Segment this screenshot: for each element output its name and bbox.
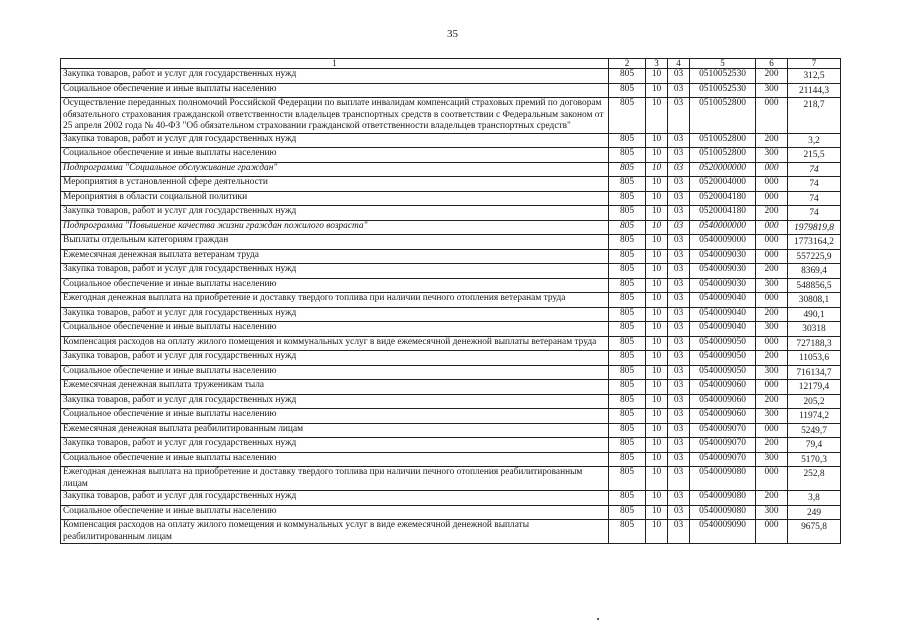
row-code-ministry: 805 — [609, 177, 646, 192]
row-code-ministry: 805 — [609, 307, 646, 322]
table-row — [61, 409, 841, 424]
row-amount: 205,2 — [788, 394, 841, 409]
row-code-section: 10 — [646, 191, 668, 206]
table-row — [61, 191, 841, 206]
table-row — [61, 148, 841, 163]
row-code-target: 0540009080 — [690, 505, 756, 520]
row-amount: 11974,2 — [788, 409, 841, 424]
row-code-target: 0540009090 — [690, 520, 756, 544]
row-name: Ежегодная денежная выплата на приобретение и доставку твердого топлива при наличии печного отопления реабилитированным лицам — [61, 467, 609, 491]
row-code-expense-type: 300 — [756, 83, 788, 98]
row-code-ministry: 805 — [609, 264, 646, 279]
row-code-subsection: 03 — [668, 336, 690, 351]
row-name: Закупка товаров, работ и услуг для государственных нужд — [61, 69, 609, 84]
row-name: Компенсация расходов на оплату жилого помещения и коммунальных услуг в виде ежемесячной денежной выплаты ветеранам труда — [61, 336, 609, 351]
column-header-3: 3 — [646, 59, 668, 69]
row-code-ministry: 805 — [609, 235, 646, 250]
row-amount: 30808,1 — [788, 293, 841, 308]
row-code-target: 0510052530 — [690, 83, 756, 98]
row-code-expense-type: 000 — [756, 249, 788, 264]
row-code-subsection: 03 — [668, 505, 690, 520]
table-row — [61, 452, 841, 467]
budget-table-body — [61, 59, 841, 544]
row-name: Социальное обеспечение и иные выплаты населению — [61, 278, 609, 293]
row-code-section: 10 — [646, 409, 668, 424]
row-name: Социальное обеспечение и иные выплаты населению — [61, 409, 609, 424]
row-code-section: 10 — [646, 133, 668, 148]
row-code-section: 10 — [646, 351, 668, 366]
row-code-section: 10 — [646, 162, 668, 177]
row-amount: 12179,4 — [788, 380, 841, 395]
row-code-subsection: 03 — [668, 380, 690, 395]
row-code-section: 10 — [646, 235, 668, 250]
row-code-section: 10 — [646, 380, 668, 395]
row-amount: 215,5 — [788, 148, 841, 163]
column-header-5: 5 — [690, 59, 756, 69]
row-code-section: 10 — [646, 83, 668, 98]
table-row — [61, 83, 841, 98]
row-code-target: 0540009070 — [690, 438, 756, 453]
row-code-section: 10 — [646, 98, 668, 134]
row-amount: 11053,6 — [788, 351, 841, 366]
row-amount: 312,5 — [788, 69, 841, 84]
row-code-expense-type: 200 — [756, 438, 788, 453]
row-code-target: 0540009080 — [690, 467, 756, 491]
row-code-expense-type: 000 — [756, 177, 788, 192]
row-code-expense-type: 300 — [756, 505, 788, 520]
row-code-target: 0510052800 — [690, 133, 756, 148]
row-name: Социальное обеспечение и иные выплаты населению — [61, 365, 609, 380]
table-row — [61, 520, 841, 544]
row-code-expense-type: 000 — [756, 162, 788, 177]
row-code-ministry: 805 — [609, 351, 646, 366]
row-name: Закупка товаров, работ и услуг для государственных нужд — [61, 491, 609, 506]
row-code-ministry: 805 — [609, 206, 646, 221]
row-amount: 3,8 — [788, 491, 841, 506]
row-code-subsection: 03 — [668, 162, 690, 177]
row-code-subsection: 03 — [668, 83, 690, 98]
row-code-subsection: 03 — [668, 177, 690, 192]
row-code-target: 0540009070 — [690, 423, 756, 438]
row-name: Закупка товаров, работ и услуг для государственных нужд — [61, 351, 609, 366]
table-row — [61, 380, 841, 395]
row-code-ministry: 805 — [609, 278, 646, 293]
row-amount: 5170,3 — [788, 452, 841, 467]
row-code-section: 10 — [646, 69, 668, 84]
row-code-expense-type: 300 — [756, 365, 788, 380]
row-code-target: 0540009050 — [690, 351, 756, 366]
row-amount: 79,4 — [788, 438, 841, 453]
row-code-target: 0510052530 — [690, 69, 756, 84]
row-code-expense-type: 300 — [756, 322, 788, 337]
table-row — [61, 249, 841, 264]
row-code-subsection: 03 — [668, 351, 690, 366]
table-row — [61, 307, 841, 322]
row-code-section: 10 — [646, 249, 668, 264]
row-code-target: 0540009030 — [690, 264, 756, 279]
row-code-target: 0540009060 — [690, 380, 756, 395]
table-row — [61, 336, 841, 351]
table-row — [61, 423, 841, 438]
row-code-subsection: 03 — [668, 423, 690, 438]
row-code-section: 10 — [646, 278, 668, 293]
row-code-subsection: 03 — [668, 220, 690, 235]
row-code-subsection: 03 — [668, 133, 690, 148]
row-name: Ежемесячная денежная выплата реабилитированным лицам — [61, 423, 609, 438]
row-code-expense-type: 000 — [756, 235, 788, 250]
row-code-ministry: 805 — [609, 380, 646, 395]
row-code-ministry: 805 — [609, 293, 646, 308]
row-amount: 249 — [788, 505, 841, 520]
row-name: Социальное обеспечение и иные выплаты населению — [61, 322, 609, 337]
row-amount: 74 — [788, 191, 841, 206]
row-code-expense-type: 000 — [756, 191, 788, 206]
row-code-ministry: 805 — [609, 365, 646, 380]
row-code-subsection: 03 — [668, 394, 690, 409]
table-row — [61, 351, 841, 366]
row-code-target: 0540009050 — [690, 336, 756, 351]
row-code-expense-type: 200 — [756, 491, 788, 506]
column-header-7: 7 — [788, 59, 841, 69]
row-code-subsection: 03 — [668, 249, 690, 264]
row-code-subsection: 03 — [668, 307, 690, 322]
row-code-subsection: 03 — [668, 452, 690, 467]
row-code-target: 0540009040 — [690, 322, 756, 337]
row-code-subsection: 03 — [668, 148, 690, 163]
row-code-target: 0510052800 — [690, 98, 756, 134]
row-code-target: 0540009040 — [690, 307, 756, 322]
row-code-expense-type: 000 — [756, 380, 788, 395]
row-code-target: 0520004000 — [690, 177, 756, 192]
row-amount: 490,1 — [788, 307, 841, 322]
row-code-expense-type: 000 — [756, 336, 788, 351]
row-code-target: 0540009000 — [690, 235, 756, 250]
row-code-target: 0540009040 — [690, 293, 756, 308]
table-row — [61, 98, 841, 134]
row-code-target: 0540009050 — [690, 365, 756, 380]
row-name: Закупка товаров, работ и услуг для государственных нужд — [61, 264, 609, 279]
table-row — [61, 220, 841, 235]
column-header-2: 2 — [609, 59, 646, 69]
table-row — [61, 505, 841, 520]
row-code-section: 10 — [646, 177, 668, 192]
row-amount: 548856,5 — [788, 278, 841, 293]
row-code-expense-type: 300 — [756, 452, 788, 467]
row-code-section: 10 — [646, 220, 668, 235]
row-code-ministry: 805 — [609, 220, 646, 235]
row-amount: 218,7 — [788, 98, 841, 134]
row-name: Мероприятия в области социальной политики — [61, 191, 609, 206]
table-row — [61, 365, 841, 380]
row-code-section: 10 — [646, 264, 668, 279]
row-code-expense-type: 000 — [756, 293, 788, 308]
row-code-ministry: 805 — [609, 467, 646, 491]
row-code-target: 0540009030 — [690, 249, 756, 264]
row-code-expense-type: 300 — [756, 148, 788, 163]
row-code-ministry: 805 — [609, 491, 646, 506]
row-code-section: 10 — [646, 520, 668, 544]
row-name: Ежегодная денежная выплата на приобретение и доставку твердого топлива при наличии печного отопления ветеранам труда — [61, 293, 609, 308]
row-amount: 8369,4 — [788, 264, 841, 279]
row-code-subsection: 03 — [668, 322, 690, 337]
row-code-target: 0540009060 — [690, 409, 756, 424]
row-code-target: 0540000000 — [690, 220, 756, 235]
row-code-ministry: 805 — [609, 520, 646, 544]
row-name: Социальное обеспечение и иные выплаты населению — [61, 505, 609, 520]
row-code-ministry: 805 — [609, 452, 646, 467]
row-code-target: 0540009070 — [690, 452, 756, 467]
row-code-ministry: 805 — [609, 322, 646, 337]
table-row — [61, 264, 841, 279]
row-amount: 1979819,8 — [788, 220, 841, 235]
row-code-expense-type: 200 — [756, 69, 788, 84]
table-row — [61, 162, 841, 177]
row-code-expense-type: 000 — [756, 220, 788, 235]
row-amount: 74 — [788, 177, 841, 192]
table-row — [61, 293, 841, 308]
row-code-subsection: 03 — [668, 69, 690, 84]
row-name: Мероприятия в установленной сфере деятельности — [61, 177, 609, 192]
row-code-subsection: 03 — [668, 206, 690, 221]
row-code-expense-type: 200 — [756, 206, 788, 221]
row-amount: 74 — [788, 206, 841, 221]
row-code-section: 10 — [646, 467, 668, 491]
row-code-ministry: 805 — [609, 394, 646, 409]
table-row — [61, 177, 841, 192]
table-row — [61, 394, 841, 409]
row-code-ministry: 805 — [609, 249, 646, 264]
row-name: Подпрограмма "Повышение качества жизни граждан пожилого возраста" — [61, 220, 609, 235]
row-code-section: 10 — [646, 438, 668, 453]
row-code-expense-type: 000 — [756, 520, 788, 544]
row-code-ministry: 805 — [609, 409, 646, 424]
row-name: Осуществление переданных полномочий Российской Федерации по выплате инвалидам компенсаций страховых премий по договорам обязательного страхования гражданской ответственности владельцев транспортных средств в соответствии с Федеральным законом от 25 апреля 2002 года № 40-ФЗ "Об обязательном страховании гражданской ответственности владельцев транспортных средств" — [61, 98, 609, 134]
row-code-ministry: 805 — [609, 423, 646, 438]
row-code-target: 0520004180 — [690, 191, 756, 206]
row-code-ministry: 805 — [609, 438, 646, 453]
row-amount: 21144,3 — [788, 83, 841, 98]
column-header-4: 4 — [668, 59, 690, 69]
row-code-ministry: 805 — [609, 98, 646, 134]
table-row — [61, 133, 841, 148]
page-number: 35 — [447, 28, 458, 40]
row-code-subsection: 03 — [668, 467, 690, 491]
row-code-ministry: 805 — [609, 69, 646, 84]
table-header-row — [61, 59, 841, 69]
row-amount: 30318 — [788, 322, 841, 337]
row-name: Ежемесячная денежная выплата труженикам тыла — [61, 380, 609, 395]
row-code-ministry: 805 — [609, 191, 646, 206]
row-code-section: 10 — [646, 148, 668, 163]
table-row — [61, 69, 841, 84]
row-code-expense-type: 300 — [756, 409, 788, 424]
row-code-expense-type: 200 — [756, 133, 788, 148]
row-name: Подпрограмма "Социальное обслуживание граждан" — [61, 162, 609, 177]
row-code-expense-type: 200 — [756, 264, 788, 279]
row-name: Социальное обеспечение и иные выплаты населению — [61, 148, 609, 163]
row-code-target: 0540009080 — [690, 491, 756, 506]
row-code-expense-type: 200 — [756, 394, 788, 409]
row-code-subsection: 03 — [668, 235, 690, 250]
row-name: Закупка товаров, работ и услуг для государственных нужд — [61, 394, 609, 409]
column-header-1: 1 — [61, 59, 609, 69]
row-code-ministry: 805 — [609, 148, 646, 163]
row-code-section: 10 — [646, 307, 668, 322]
row-code-subsection: 03 — [668, 491, 690, 506]
row-amount: 9675,8 — [788, 520, 841, 544]
row-name: Ежемесячная денежная выплата ветеранам труда — [61, 249, 609, 264]
row-code-expense-type: 200 — [756, 351, 788, 366]
row-code-section: 10 — [646, 336, 668, 351]
row-name: Закупка товаров, работ и услуг для государственных нужд — [61, 307, 609, 322]
row-code-ministry: 805 — [609, 505, 646, 520]
row-code-expense-type: 300 — [756, 278, 788, 293]
row-code-ministry: 805 — [609, 83, 646, 98]
row-amount: 716134,7 — [788, 365, 841, 380]
row-name: Социальное обеспечение и иные выплаты населению — [61, 83, 609, 98]
row-code-subsection: 03 — [668, 409, 690, 424]
row-code-ministry: 805 — [609, 133, 646, 148]
row-code-ministry: 805 — [609, 336, 646, 351]
table-row — [61, 467, 841, 491]
row-code-subsection: 03 — [668, 520, 690, 544]
row-code-section: 10 — [646, 293, 668, 308]
row-code-section: 10 — [646, 394, 668, 409]
scan-mark — [597, 618, 599, 620]
table-row — [61, 235, 841, 250]
row-code-subsection: 03 — [668, 191, 690, 206]
budget-table — [60, 58, 841, 544]
row-name: Закупка товаров, работ и услуг для государственных нужд — [61, 133, 609, 148]
row-amount: 252,8 — [788, 467, 841, 491]
row-code-target: 0540009030 — [690, 278, 756, 293]
row-code-ministry: 805 — [609, 162, 646, 177]
table-row — [61, 491, 841, 506]
row-code-subsection: 03 — [668, 264, 690, 279]
row-code-section: 10 — [646, 452, 668, 467]
row-code-subsection: 03 — [668, 98, 690, 134]
table-row — [61, 322, 841, 337]
row-code-expense-type: 000 — [756, 467, 788, 491]
table-row — [61, 206, 841, 221]
column-header-6: 6 — [756, 59, 788, 69]
row-amount: 3,2 — [788, 133, 841, 148]
row-amount: 74 — [788, 162, 841, 177]
row-code-expense-type: 200 — [756, 307, 788, 322]
row-code-section: 10 — [646, 491, 668, 506]
row-code-subsection: 03 — [668, 365, 690, 380]
row-name: Социальное обеспечение и иные выплаты населению — [61, 452, 609, 467]
row-code-expense-type: 000 — [756, 98, 788, 134]
row-name: Компенсация расходов на оплату жилого помещения и коммунальных услуг в виде ежемесячной денежной выплаты реабилитированным лицам — [61, 520, 609, 544]
row-code-section: 10 — [646, 322, 668, 337]
table-row — [61, 278, 841, 293]
row-name: Закупка товаров, работ и услуг для государственных нужд — [61, 206, 609, 221]
row-code-target: 0520004180 — [690, 206, 756, 221]
row-amount: 5249,7 — [788, 423, 841, 438]
row-code-target: 0520000000 — [690, 162, 756, 177]
row-code-subsection: 03 — [668, 438, 690, 453]
row-code-target: 0540009060 — [690, 394, 756, 409]
row-code-section: 10 — [646, 505, 668, 520]
row-amount: 1773164,2 — [788, 235, 841, 250]
row-code-target: 0510052800 — [690, 148, 756, 163]
row-code-section: 10 — [646, 423, 668, 438]
row-amount: 557225,9 — [788, 249, 841, 264]
row-code-section: 10 — [646, 206, 668, 221]
row-code-subsection: 03 — [668, 278, 690, 293]
row-code-subsection: 03 — [668, 293, 690, 308]
row-name: Закупка товаров, работ и услуг для государственных нужд — [61, 438, 609, 453]
row-name: Выплаты отдельным категориям граждан — [61, 235, 609, 250]
row-amount: 727188,3 — [788, 336, 841, 351]
row-code-expense-type: 000 — [756, 423, 788, 438]
row-code-section: 10 — [646, 365, 668, 380]
table-row — [61, 438, 841, 453]
